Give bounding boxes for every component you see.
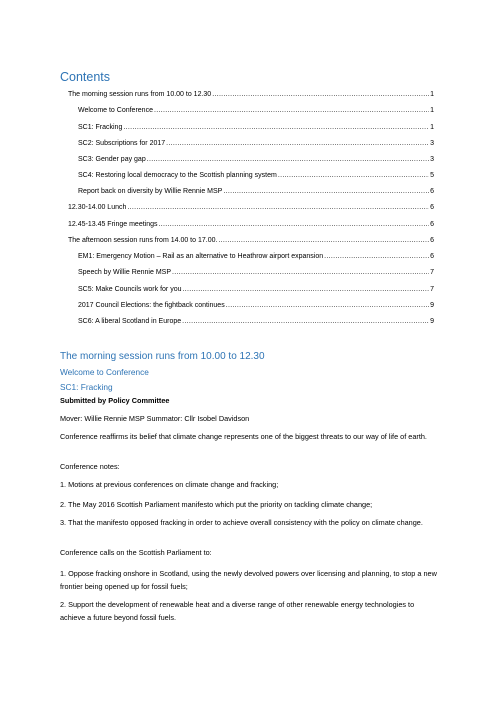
toc-entry[interactable] <box>78 155 434 164</box>
toc-leader <box>223 187 429 196</box>
note-item: 1. Motions at previous conferences on climate change and fracking; <box>60 480 279 489</box>
toc-leader <box>182 317 429 326</box>
toc-entry-page: 5 <box>430 172 434 179</box>
calls-label: Conference calls on the Scottish Parliament to: <box>60 548 212 557</box>
toc-leader <box>218 236 429 245</box>
toc-entry[interactable] <box>78 285 434 294</box>
intro-paragraph: Conference reaffirms its belief that climate change represents one of the biggest threats to our way of life of earth. <box>60 432 427 441</box>
toc-entry-text: SC3: Gender pay gap <box>78 156 146 163</box>
toc-entry-page: 7 <box>430 286 434 293</box>
toc-entry-text: SC4: Restoring local democracy to the Scottish planning system <box>78 172 277 179</box>
session-heading: The morning session runs from 10.00 to 12.30 <box>60 351 265 362</box>
toc-leader <box>147 155 429 164</box>
toc-leader <box>123 123 429 132</box>
mover-line: Mover: Willie Rennie MSP Summator: Cllr Isobel Davidson <box>60 414 250 423</box>
toc-entry-text: SC5: Make Councils work for you <box>78 286 182 293</box>
toc-entry-page: 1 <box>430 107 434 114</box>
toc-entry-text: The morning session runs from 10.00 to 12.30 <box>68 91 212 98</box>
toc-entry-text: SC2: Subscriptions for 2017 <box>78 140 166 147</box>
toc-entry-text: 12.45-13.45 Fringe meetings <box>68 221 158 228</box>
call-item: 1. Oppose fracking onshore in Scotland, using the newly devolved powers over licensing and planning, to stop a new frontier being opened up for fossil fuels; <box>60 569 437 591</box>
toc-leader <box>166 139 429 148</box>
toc-entry[interactable] <box>78 171 434 180</box>
toc-leader <box>212 90 429 99</box>
toc-entry-page: 1 <box>430 91 434 98</box>
toc-entry-page: 3 <box>430 140 434 147</box>
note-item: 3. That the manifesto opposed fracking in order to achieve overall consistency with the policy on climate change. <box>60 518 423 527</box>
toc-entry-page: 1 <box>430 124 434 131</box>
toc-entry[interactable] <box>68 220 434 229</box>
toc-entry[interactable] <box>78 187 434 196</box>
toc-entry-text: 12.30-14.00 Lunch <box>68 204 127 211</box>
welcome-heading: Welcome to Conference <box>60 367 149 377</box>
toc-entry-page: 6 <box>430 253 434 260</box>
toc-entry-page: 6 <box>430 204 434 211</box>
toc-entry-text: SC1: Fracking <box>78 124 123 131</box>
toc-entry[interactable] <box>68 90 434 99</box>
toc-leader <box>127 203 429 212</box>
call-item: 2. Support the development of renewable heat and a diverse range of other renewable energy technologies to achieve a future beyond fossil fuels. <box>60 600 415 622</box>
contents-title: Contents <box>60 70 111 84</box>
toc-leader <box>278 171 429 180</box>
toc-entry[interactable] <box>68 203 434 212</box>
toc-entry[interactable] <box>78 268 434 277</box>
notes-label: Conference notes: <box>60 462 120 471</box>
toc-entry[interactable] <box>78 252 434 261</box>
toc-entry[interactable] <box>78 139 434 148</box>
toc-leader <box>172 268 429 277</box>
toc-entry-text: 2017 Council Elections: the fightback continues <box>78 302 225 309</box>
toc-entry-page: 9 <box>430 302 434 309</box>
toc-entry[interactable] <box>68 236 434 245</box>
toc-leader <box>154 106 429 115</box>
toc-leader <box>182 285 429 294</box>
toc-entry[interactable] <box>78 301 434 310</box>
toc-leader <box>226 301 429 310</box>
toc-entry-page: 9 <box>430 318 434 325</box>
toc-entry-text: SC6: A liberal Scotland in Europe <box>78 318 182 325</box>
toc-entry-page: 6 <box>430 188 434 195</box>
toc-entry-text: Speech by Willie Rennie MSP <box>78 269 171 276</box>
toc-entry-text: The afternoon session runs from 14.00 to 17.00. <box>68 237 218 244</box>
toc-leader <box>324 252 429 261</box>
toc-entry-page: 3 <box>430 156 434 163</box>
motion-heading: SC1: Fracking <box>60 382 113 392</box>
toc-entry-text: EM1: Emergency Motion – Rail as an alternative to Heathrow airport expansion <box>78 253 324 260</box>
toc-entry[interactable] <box>78 317 434 326</box>
toc-entry[interactable] <box>78 106 434 115</box>
toc-entry-page: 6 <box>430 221 434 228</box>
toc-entry-text: Welcome to Conference <box>78 107 153 114</box>
note-item: 2. The May 2016 Scottish Parliament manifesto which put the priority on tackling climate change; <box>60 500 373 509</box>
toc-entry-page: 7 <box>430 269 434 276</box>
toc-entry-page: 6 <box>430 237 434 244</box>
toc-entry[interactable] <box>78 123 434 132</box>
submitted-by: Submitted by Policy Committee <box>60 396 170 405</box>
toc-entry-text: Report back on diversity by Willie Rennie MSP <box>78 188 223 195</box>
toc-leader <box>159 220 430 229</box>
